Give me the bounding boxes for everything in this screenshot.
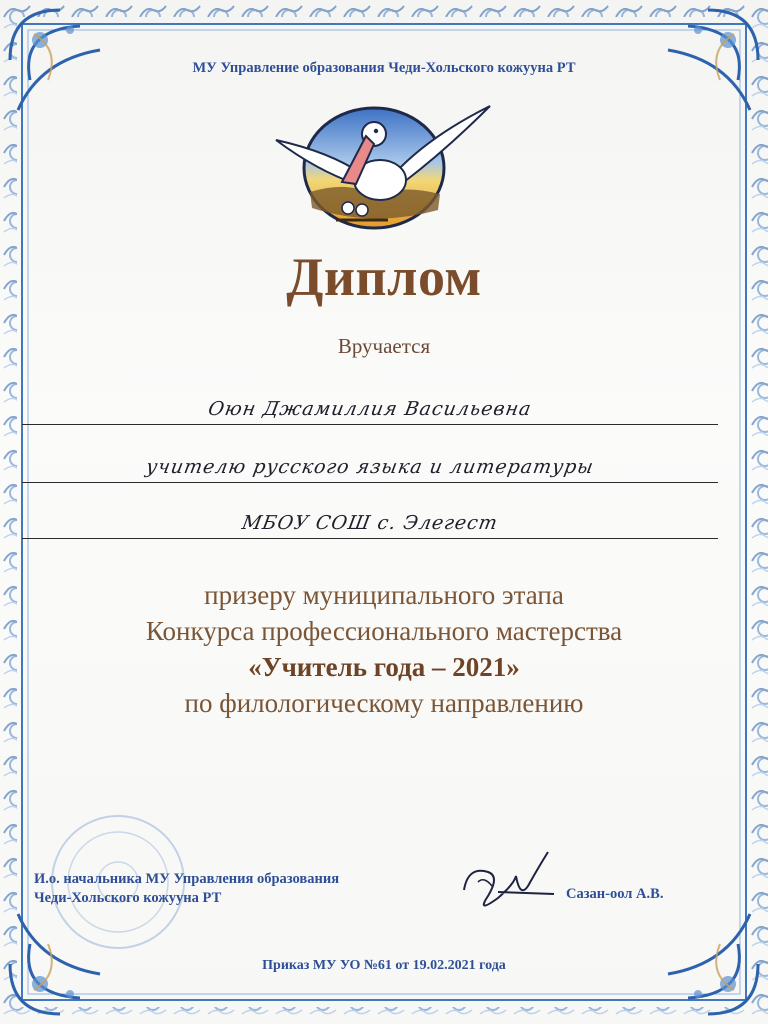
underline — [22, 482, 718, 483]
order-reference: Приказ МУ УО №61 от 19.02.2021 года — [262, 958, 506, 973]
recipient-name: Оюн Джамиллия Васильевна — [206, 398, 534, 420]
underline — [22, 538, 718, 539]
organization-header: МУ Управление образования Чеди-Хольского кожууна РТ — [192, 60, 576, 76]
pelican-emblem-icon — [270, 100, 494, 236]
signer-position — [34, 870, 339, 908]
awarded-label: Вручается — [337, 334, 431, 358]
recipient-position: учителю русского языка и литературы — [144, 456, 596, 478]
recipient-school: МБОУ СОШ с. Элегест — [240, 512, 500, 534]
handwritten-signature — [458, 846, 558, 926]
award-line-4: по филологическому направлению — [184, 688, 584, 718]
signer-name: Сазан-оол А.В. — [566, 886, 664, 902]
diploma-title: Диплом — [286, 247, 482, 307]
signer-position-line-2: Чеди-Хольского кожууна РТ — [34, 890, 222, 906]
underline — [22, 424, 718, 425]
signer-position-line-1: И.о. начальника МУ Управления образования — [34, 871, 340, 887]
award-line-1: призеру муниципального этапа — [204, 580, 564, 610]
contest-name: «Учитель года – 2021» — [248, 652, 520, 682]
award-line-2: Конкурса профессионального мастерства — [145, 616, 623, 646]
